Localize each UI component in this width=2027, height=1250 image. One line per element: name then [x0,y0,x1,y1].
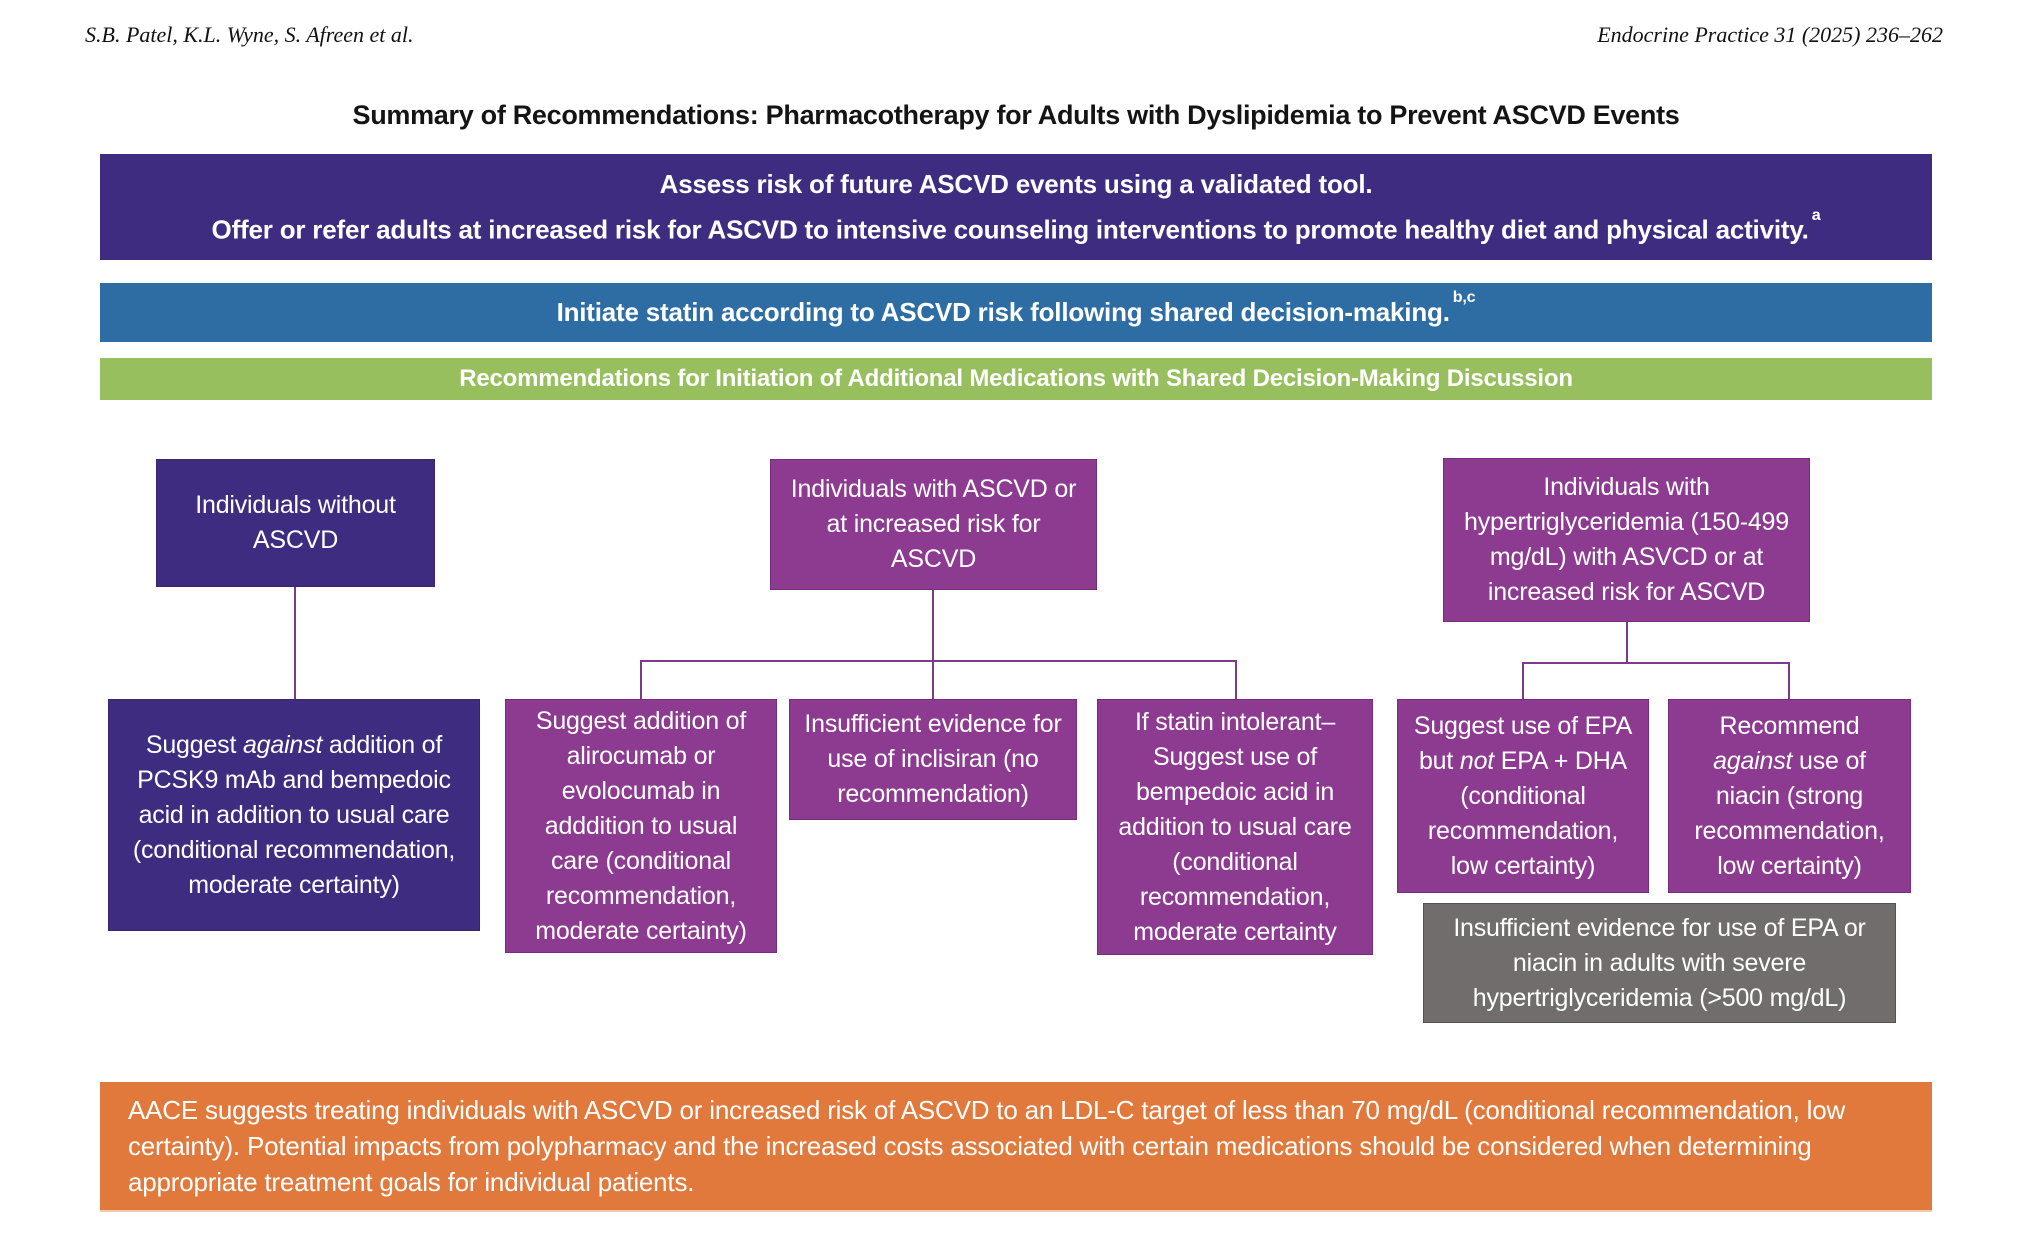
connector-middle-stem [932,590,934,660]
header-box-without-ascvd: Individuals without ASCVD [156,459,435,587]
connector-right-drop-right [1788,662,1790,699]
connector-right-horizontal [1522,662,1790,664]
banner-initiate-statin: Initiate statin according to ASCVD risk following shared decision-making. $^{b,c}$ [100,283,1932,342]
note-box-severe-hypertriglyceridemia: Insufficient evidence for use of EPA or niacin in adults with severe hypertriglyceridemia (>500 mg/dL) [1423,903,1896,1023]
connector-right-stem [1626,622,1628,662]
banner-assess-risk [100,154,1932,260]
connector-middle-drop-left [640,660,642,699]
footer-ldl-target-note: AACE suggests treating individuals with ASCVD or increased risk of ASCVD to an LDL-C target of less than 70 mg/dL (conditional recommendation, low certainty). Potential impacts from polypharmacy and the increased costs associated with certain medications should be considered when determining appropriate treatment goals for individual patients. [100,1082,1932,1212]
header-box-hypertriglyceridemia: Individuals with hypertriglyceridemia (150-499 mg/dL) with ASVCD or at increased risk for ASCVD [1443,458,1810,622]
footnote-marker-bc: b,c [1452,288,1476,307]
connector-right-drop-left [1522,662,1524,699]
header-box-with-ascvd: Individuals with ASCVD or at increased risk for ASCVD [770,459,1097,590]
rec-box-niacin: Recommend against use of niacin (strong recommendation, low certainty) [1668,699,1911,893]
page-header-authors: S.B. Patel, K.L. Wyne, S. Afreen et al. [85,22,414,47]
footnote-marker-a: a [1811,206,1821,225]
rec-box-alirocumab-evolocumab: Suggest addition of alirocumab or evolocumab in adddition to usual care (conditional recommendation, moderate certainty) [505,699,777,953]
rec-box-inclisiran: Insufficient evidence for use of inclisiran (no recommendation) [789,699,1077,820]
page-header-journal: Endocrine Practice 31 (2025) 236–262 [1597,22,1943,47]
rec-box-pcsk9-bempedoic: Suggest against addition of PCSK9 mAb and bempedoic acid in addition to usual care (conditional recommendation, moderate certainty) [108,699,480,931]
connector-middle-drop-center [932,660,934,699]
connector-left-vertical [294,587,296,699]
connector-middle-drop-right [1235,660,1237,699]
figure-title: Summary of Recommendations: Pharmacotherapy for Adults with Dyslipidemia to Prevent ASCVD Events [352,100,1680,130]
rec-box-epa: Suggest use of EPA but not EPA + DHA (conditional recommendation, low certainty) [1397,699,1649,893]
banner-additional-medications: Recommendations for Initiation of Additional Medications with Shared Decision-Making Discussion [100,358,1932,400]
banner-assess-line1: Assess risk of future ASCVD events using a validated tool. [659,169,1373,200]
banner-assess-line2: Offer or refer adults at increased risk for ASCVD to intensive counseling interventions to promote healthy diet and physical activity. $^a$ [211,206,1821,245]
connector-middle-horizontal [640,660,1237,662]
rec-box-statin-intolerant-bempedoic: If statin intolerant– Suggest use of bempedoic acid in addition to usual care (conditional recommendation, moderate certainty [1097,699,1373,955]
